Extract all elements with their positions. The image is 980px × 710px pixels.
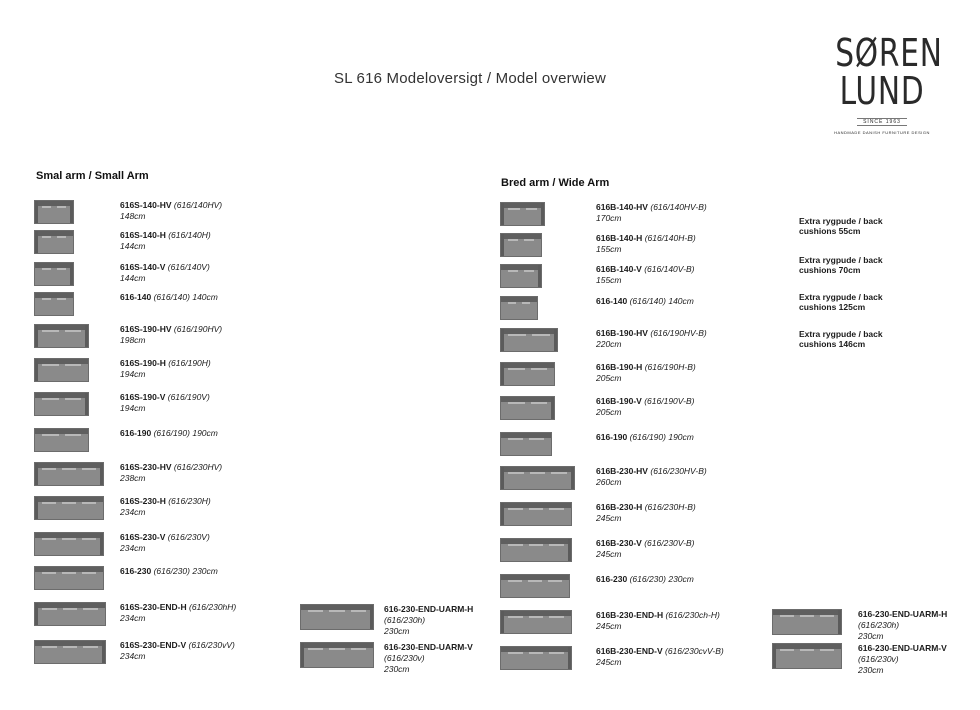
sofa-icon	[34, 358, 89, 382]
model-size: 144cm	[120, 241, 146, 251]
extra-cushion-item	[799, 255, 929, 275]
model-code: 616-230-END-UARM-H	[384, 604, 474, 614]
sofa-icon	[500, 328, 558, 352]
model-code: 616-230-END-UARM-H	[858, 609, 948, 619]
model-ref: (616/230V)	[167, 532, 210, 542]
logo-tagline: HANDMADE DANISH FURNITURE DESIGN	[834, 130, 930, 135]
model-info	[596, 610, 720, 632]
sofa-icon	[34, 324, 89, 348]
sofa-icon	[34, 462, 104, 486]
model-size: 155cm	[596, 275, 622, 285]
model-info	[596, 432, 694, 443]
model-size: 155cm	[596, 244, 622, 254]
model-code: 616-230	[120, 566, 152, 576]
sofa-icon	[34, 532, 104, 556]
sofa-icon	[500, 396, 555, 420]
model-info	[120, 496, 211, 518]
extra-line2: cushions 55cm	[799, 226, 861, 236]
extra-cushion-item	[799, 216, 929, 236]
model-info	[596, 646, 724, 668]
sofa-icon	[500, 610, 572, 634]
model-ref: (616/140)	[153, 292, 190, 302]
model-code: 616S-190-HV	[120, 324, 172, 334]
sofa-icon	[500, 574, 570, 598]
model-ref: (616/230v)	[384, 653, 425, 663]
model-info	[596, 296, 694, 307]
sofa-icon	[500, 296, 538, 320]
model-size: 234cm	[120, 543, 146, 553]
model-info	[120, 230, 211, 252]
sofa-icon	[500, 502, 572, 526]
model-info	[596, 233, 696, 255]
model-ref: (616/230H-B)	[644, 502, 696, 512]
sofa-icon	[34, 602, 106, 626]
model-code: 616B-230-END-H	[596, 610, 664, 620]
sofa-icon	[34, 292, 74, 316]
sofa-icon	[500, 264, 542, 288]
model-size: 205cm	[596, 407, 622, 417]
sofa-icon	[34, 392, 89, 416]
sofa-icon	[300, 604, 374, 630]
model-ref: (616/230h)	[384, 615, 426, 625]
model-info	[120, 640, 235, 662]
model-ref: (616/190H)	[168, 358, 211, 368]
model-code: 616S-230-END-V	[120, 640, 187, 650]
model-ref: (616/230H)	[168, 496, 211, 506]
model-size: 194cm	[120, 369, 146, 379]
page-title: SL 616 Modeloversigt / Model overwiew	[334, 70, 606, 87]
brand-logo	[822, 31, 943, 135]
model-code: 616B-140-H	[596, 233, 643, 243]
model-code: 616B-230-V	[596, 538, 642, 548]
sofa-icon	[772, 643, 842, 669]
model-info	[120, 602, 236, 624]
model-size: 245cm	[596, 549, 622, 559]
model-ref: (616/140)	[629, 296, 666, 306]
model-info	[596, 466, 707, 488]
model-size: 205cm	[596, 373, 622, 383]
model-code: 616-190	[120, 428, 152, 438]
model-ref: (616/190H-B)	[644, 362, 696, 372]
model-ref: (616/190HV)	[173, 324, 223, 334]
model-ref: (616/230V-B)	[644, 538, 695, 548]
model-info	[120, 358, 211, 380]
model-ref: (616/140H-B)	[644, 233, 696, 243]
model-code: 616S-140-V	[120, 262, 166, 272]
model-info	[596, 202, 707, 224]
model-info	[384, 642, 473, 675]
model-ref: (616/230HV-B)	[650, 466, 707, 476]
model-size: 220cm	[596, 339, 622, 349]
model-size: 234cm	[120, 507, 146, 517]
model-ref: (616/190V-B)	[644, 396, 695, 406]
model-size: 260cm	[596, 477, 622, 487]
model-ref: (616/190)	[629, 432, 666, 442]
small-arm-title: Smal arm / Small Arm	[36, 170, 149, 182]
model-ref: (616/230)	[629, 574, 666, 584]
sofa-icon	[500, 466, 575, 490]
sofa-icon	[300, 642, 374, 668]
model-ref: (616/230v)	[858, 654, 899, 664]
wide-arm-title: Bred arm / Wide Arm	[501, 177, 610, 189]
model-size: 245cm	[596, 513, 622, 523]
model-info	[120, 532, 210, 554]
model-info	[596, 502, 696, 524]
model-info	[596, 328, 707, 350]
model-size: 230cm	[668, 574, 694, 584]
model-code: 616S-140-H	[120, 230, 166, 240]
extra-line2: cushions 125cm	[799, 302, 866, 312]
model-ref: (616/140V)	[167, 262, 210, 272]
sofa-icon	[34, 640, 106, 664]
model-code: 616S-190-V	[120, 392, 166, 402]
model-code: 616S-230-HV	[120, 462, 172, 472]
extra-line2: cushions 146cm	[799, 339, 866, 349]
sofa-icon	[34, 200, 74, 224]
model-info	[858, 643, 947, 676]
model-info	[596, 396, 694, 418]
model-info	[858, 609, 947, 642]
logo-line1: SØREN	[835, 31, 943, 75]
model-ref: (616/140H)	[168, 230, 211, 240]
model-size: 140cm	[668, 296, 694, 306]
sofa-icon	[500, 362, 555, 386]
model-ref: (616/140HV-B)	[650, 202, 707, 212]
sofa-icon	[500, 233, 542, 257]
extra-line1: Extra rygpude / back	[799, 216, 883, 226]
model-code: 616B-230-HV	[596, 466, 648, 476]
model-info	[120, 392, 210, 414]
model-size: 170cm	[596, 213, 622, 223]
model-ref: (616/190HV-B)	[650, 328, 707, 338]
model-info	[596, 574, 694, 585]
sofa-icon	[500, 538, 572, 562]
model-code: 616-140	[120, 292, 152, 302]
model-code: 616B-190-H	[596, 362, 643, 372]
model-size: 140cm	[192, 292, 218, 302]
model-size: 148cm	[120, 211, 146, 221]
sofa-icon	[34, 262, 74, 286]
model-code: 616B-140-V	[596, 264, 642, 274]
model-size: 234cm	[120, 613, 146, 623]
model-ref: (616/230cvV-B)	[665, 646, 724, 656]
model-code: 616S-230-H	[120, 496, 166, 506]
sofa-icon	[500, 646, 572, 670]
model-code: 616B-230-END-V	[596, 646, 663, 656]
model-size: 230cm	[858, 631, 884, 641]
model-size: 245cm	[596, 657, 622, 667]
sofa-icon	[34, 566, 104, 590]
sofa-icon	[500, 432, 552, 456]
model-ref: (616/190V)	[167, 392, 210, 402]
model-info	[120, 566, 218, 577]
model-code: 616B-230-H	[596, 502, 643, 512]
model-info	[596, 362, 696, 384]
model-code: 616-230	[596, 574, 628, 584]
model-size: 238cm	[120, 473, 146, 483]
model-ref: (616/230ch-H)	[665, 610, 720, 620]
model-code: 616B-190-HV	[596, 328, 648, 338]
model-size: 230cm	[384, 664, 410, 674]
model-size: 230cm	[858, 665, 884, 675]
extra-line2: cushions 70cm	[799, 265, 861, 275]
model-info	[120, 292, 218, 303]
model-ref: (616/230hH)	[189, 602, 237, 612]
model-size: 198cm	[120, 335, 146, 345]
sofa-icon	[500, 202, 545, 226]
model-info	[596, 264, 694, 286]
model-size: 245cm	[596, 621, 622, 631]
sofa-icon	[34, 496, 104, 520]
sofa-icon	[772, 609, 842, 635]
model-code: 616S-230-V	[120, 532, 166, 542]
extra-line1: Extra rygpude / back	[799, 255, 883, 265]
model-code: 616B-140-HV	[596, 202, 648, 212]
model-info	[120, 324, 222, 346]
model-ref: (616/140V-B)	[644, 264, 695, 274]
extra-cushion-item	[799, 292, 929, 312]
model-size: 234cm	[120, 651, 146, 661]
model-code: 616S-230-END-H	[120, 602, 187, 612]
model-code: 616-230-END-UARM-V	[384, 642, 473, 652]
model-size: 230cm	[192, 566, 218, 576]
model-code: 616B-190-V	[596, 396, 642, 406]
model-ref: (616/140HV)	[173, 200, 223, 210]
model-info	[120, 200, 222, 222]
model-code: 616-190	[596, 432, 628, 442]
model-code: 616S-190-H	[120, 358, 166, 368]
logo-since: SINCE 1963	[857, 118, 907, 126]
model-ref: (616/230)	[153, 566, 190, 576]
model-ref: (616/230vV)	[188, 640, 235, 650]
model-info	[120, 462, 222, 484]
model-ref: (616/230HV)	[173, 462, 223, 472]
model-size: 144cm	[120, 273, 146, 283]
extra-line1: Extra rygpude / back	[799, 292, 883, 302]
model-ref: (616/230h)	[858, 620, 900, 630]
extra-cushion-item	[799, 329, 929, 349]
model-info	[384, 604, 473, 637]
logo-line2: LUND	[839, 69, 925, 113]
model-size: 190cm	[668, 432, 694, 442]
model-size: 230cm	[384, 626, 410, 636]
model-info	[120, 428, 218, 439]
model-info	[596, 538, 694, 560]
model-code: 616-230-END-UARM-V	[858, 643, 947, 653]
model-size: 194cm	[120, 403, 146, 413]
sofa-icon	[34, 230, 74, 254]
model-code: 616S-140-HV	[120, 200, 172, 210]
model-code: 616-140	[596, 296, 628, 306]
model-size: 190cm	[192, 428, 218, 438]
sofa-icon	[34, 428, 89, 452]
extra-line1: Extra rygpude / back	[799, 329, 883, 339]
model-ref: (616/190)	[153, 428, 190, 438]
model-info	[120, 262, 210, 284]
